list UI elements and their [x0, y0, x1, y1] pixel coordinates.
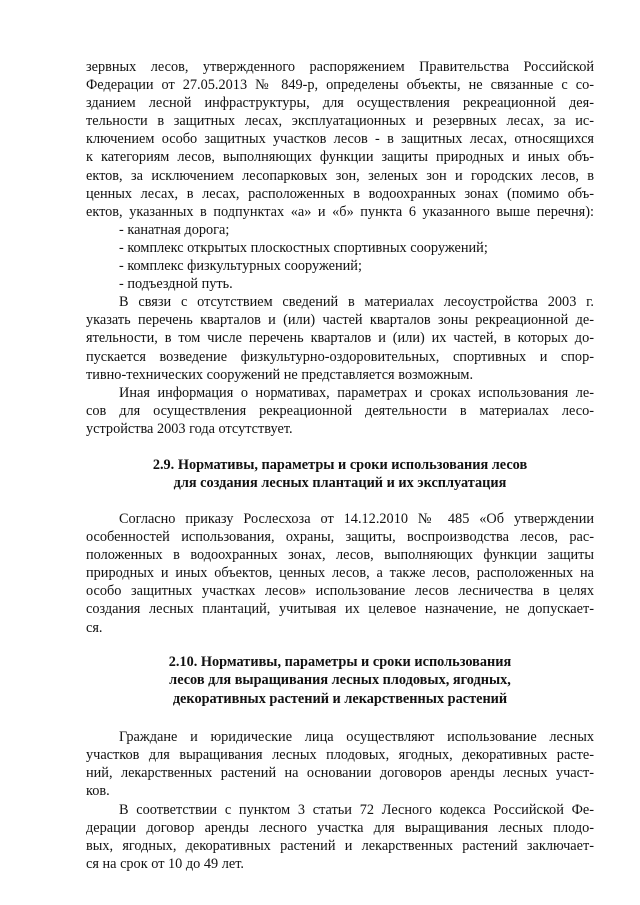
objects-list: [86, 221, 594, 293]
text-line: ектов, указанных в подпунктах «а» и «б» пункта 6 указанного выше перечня):: [86, 203, 594, 220]
list-item: - комплекс физкультурных сооружений;: [119, 258, 362, 275]
text-line: зервных лесов, утвержденного распоряжением Правительства Российской: [86, 59, 594, 75]
text-line: природных и иных объектов, ценных лесов, а также лесов, расположенных на: [86, 565, 594, 582]
list-item: - подъездной путь.: [119, 276, 233, 293]
paragraph-objects-intro: [86, 58, 594, 221]
text-line: тивно-технических сооружений не представляется возможным.: [86, 366, 474, 383]
text-line: положенных в водоохранных зонах, лесов, выполняющих функции защиты: [86, 547, 594, 564]
text-line: пускается возведение физкультурно-оздоровительных, спортивных и спор-: [86, 348, 594, 365]
text-line: к категориям лесов, выполняющих функции защиты природных и иных объ-: [86, 149, 594, 166]
text-line: В связи с отсутствием сведений в материалах лесоустройства 2003 г.: [119, 294, 594, 311]
text-line: Федерации от 27.05.2013 № 849-р, определены объекты, не связанные с со-: [86, 77, 594, 94]
text-line: ков.: [86, 783, 110, 800]
section-heading-2-10: [86, 653, 594, 709]
text-line: В соответствии с пунктом 3 статьи 72 Лесного кодекса Российской Фе-: [119, 801, 594, 818]
text-line: ценных лесах, в лесах, расположенных в водоохранных зонах (помимо объ-: [86, 185, 594, 202]
heading-line: 2.10. Нормативы, параметры и сроки использования: [168, 653, 512, 670]
paragraph-other-info: [86, 384, 594, 438]
text-line: указать перечень кварталов и (или) частей кварталов зоны рекреационной де-: [86, 312, 594, 329]
paragraph-citizens: [86, 728, 594, 800]
text-line: Граждане и юридические лица осуществляют использование лесных: [119, 729, 594, 746]
heading-line: лесов для выращивания лесных плодовых, ягодных,: [169, 672, 511, 689]
text-line: дерации договор аренды лесного участка для выращивания лесных плодо-: [86, 819, 594, 836]
text-line: ний, лекарственных растений на основании договоров аренды лесных участ-: [86, 765, 594, 782]
text-line: особо защитных участках лесов» использование лесов лесничества в целях: [86, 583, 594, 600]
text-line: ектов, за исключением лесопарковых зон, зеленых зон и городских лесов, в: [86, 167, 594, 184]
text-line: ся на срок от 10 до 49 лет.: [86, 855, 244, 872]
text-line: Согласно приказу Рослесхоза от 14.12.2010 № 485 «Об утверждении: [119, 510, 594, 527]
text-line: создания лесных плантаций, учитывая их целевое назначение, не допускает-: [86, 601, 594, 618]
text-line: ключением особо защитных участков лесов - в защитных лесах, относящихся: [86, 131, 594, 148]
text-line: вых, ягодных, декоративных растений и лекарственных растений заключает-: [86, 837, 594, 854]
text-line: Иная информация о нормативах, параметрах и сроках использования ле-: [119, 384, 594, 401]
text-line: сов для осуществления рекреационной деятельности в материалах лесо-: [86, 402, 594, 419]
list-item: - канатная дорога;: [119, 221, 230, 238]
list-item: - комплекс открытых плоскостных спортивных сооружений;: [119, 239, 488, 256]
text-line: тельности в защитных лесах, эксплуатационных и резервных лесах, за ис-: [86, 113, 594, 130]
text-line: ятельности, в том числе перечень кварталов и (или) их частей, в которых до-: [86, 330, 594, 347]
text-line: участков для выращивания лесных плодовых, ягодных, декоративных расте-: [86, 747, 594, 764]
paragraph-forest-code: [86, 801, 594, 873]
text-line: особенностей использования, охраны, защиты, воспроизводства лесов, рас-: [86, 529, 594, 546]
text-line: устройства 2003 года отсутствует.: [86, 420, 293, 437]
heading-line: для создания лесных плантаций и их эксплуатация: [173, 475, 507, 492]
text-line: зданием лесной инфраструктуры, для осуществления рекреационной дея-: [86, 95, 594, 112]
paragraph-plantations: [86, 510, 594, 637]
document-page: [86, 58, 594, 873]
text-line: ся.: [86, 619, 103, 636]
paragraph-no-data: [86, 293, 594, 383]
heading-line: декоративных растений и лекарственных растений: [172, 690, 508, 707]
section-heading-2-9: [86, 456, 594, 493]
heading-line: 2.9. Нормативы, параметры и сроки использования лесов: [152, 456, 528, 473]
